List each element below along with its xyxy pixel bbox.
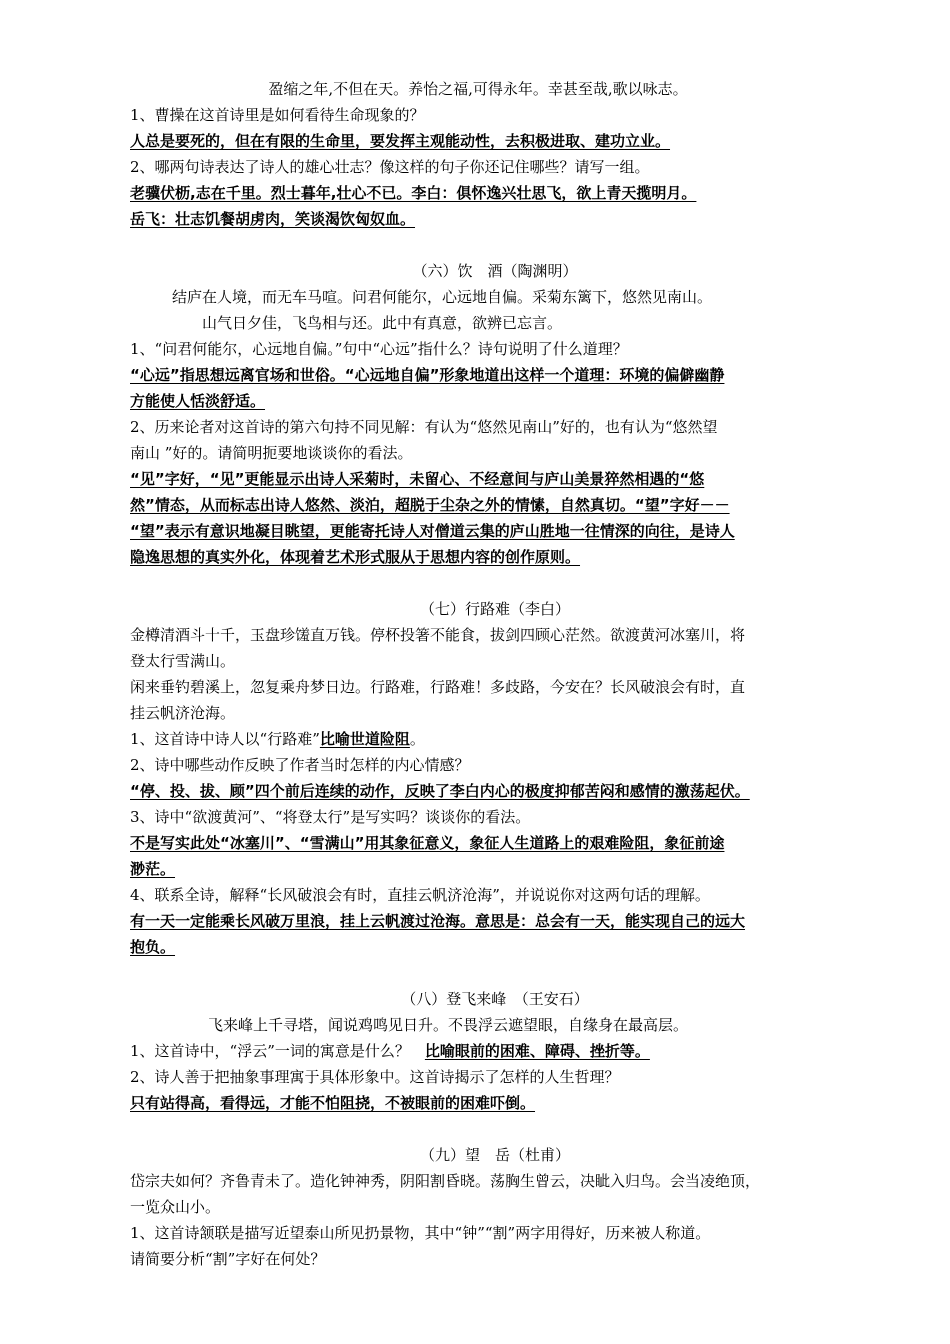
answer-text: 老骥伏枥,志在千里。烈士暮年,壮心不已。李白：俱怀逸兴壮思飞，欲上青天揽明月。	[130, 184, 697, 202]
poem-line: 飞来峰上千寻塔，闻说鸡鸣见日升。不畏浮云遮望眼，自缘身在最高层。	[208, 1016, 689, 1034]
question-text: 2、哪两句诗表达了诗人的雄心壮志？像这样的句子你还记住哪些？请写一组。	[130, 158, 650, 176]
answer-text: 只有站得高，看得远，才能不怕阻挠，不被眼前的困难吓倒。	[130, 1094, 536, 1112]
question-text: 4、联系全诗，解释“长风破浪会有时，直挂云帆济沧海”，并说说你对这两句话的理解。	[130, 886, 710, 904]
section-title: （九）望 岳（杜甫）	[419, 1146, 570, 1164]
section-title: （六）饮 酒（陶渊明）	[412, 262, 578, 280]
answer-text: 不是写实此处“冰塞川”、“雪满山”用其象征意义，象征人生道路上的艰难险阻，象征前途	[130, 834, 725, 852]
answer-text: 比喻世道险阻	[319, 730, 410, 748]
answer-text: 然”情态，从而标志出诗人悠然、淡泊，超脱于尘杂之外的情愫，自然真切。“望”字好－－	[130, 496, 730, 514]
question-prefix: 1、这首诗中，“浮云”一词的寓意是什么？	[130, 1042, 425, 1060]
answer-text: “望”表示有意识地凝目眺望，更能寄托诗人对僧道云集的庐山胜地一往情深的向往，是诗人	[130, 522, 735, 540]
question-text: 南山 ”好的。请简明扼要地谈谈你的看法。	[130, 444, 413, 462]
answer-text: 有一天一定能乘长风破万里浪，挂上云帆渡过沧海。意思是：总会有一天，能实现自己的远大	[130, 912, 746, 930]
poem-line: 岱宗夫如何？齐鲁青未了。造化钟神秀，阴阳割昏晓。荡胸生曾云，决眦入归鸟。会当凌绝顶，	[130, 1172, 761, 1190]
question-text: 3、诗中“欲渡黄河”、“将登太行”是写实吗？谈谈你的看法。	[130, 808, 531, 826]
poem-line: 登太行雪满山。	[130, 652, 236, 670]
document-page	[130, 76, 820, 1272]
answer-text: “停、投、拔、顾”四个前后连续的动作，反映了李白内心的极度抑郁苦闷和感情的激荡起伏。	[130, 782, 750, 800]
question-text	[130, 1038, 820, 1064]
question-text: 1、曹操在这首诗里是如何看待生命现象的？	[130, 106, 425, 124]
answer-text: 渺茫。	[130, 860, 176, 878]
answer-text: 抱负。	[130, 938, 176, 956]
poem-line: 结庐在人境，而无车马喧。问君何能尔，心远地自偏。采菊东篱下，悠然见南山。	[172, 288, 713, 306]
answer-text: “见”字好，“见”更能显示出诗人采菊时，未留心、不经意间与庐山美景猝然相遇的“悠	[130, 470, 705, 488]
poem-line: 金樽清酒斗十千，玉盘珍馐直万钱。停杯投箸不能食，拔剑四顾心茫然。欲渡黄河冰塞川，将	[130, 626, 746, 644]
poem-line: 山气日夕佳，飞鸟相与还。此中有真意，欲辨已忘言。	[202, 314, 563, 332]
question-prefix: 1、这首诗中诗人以“行路难”	[130, 730, 320, 748]
answer-text: 比喻眼前的困难、障碍、挫折等。	[424, 1042, 650, 1060]
question-text: 1、“问君何能尔，心远地自偏。”句中“心远”指什么？诗句说明了什么道理？	[130, 340, 628, 358]
question-text: 2、诗中哪些动作反映了作者当时怎样的内心情感？	[130, 756, 470, 774]
section-title: （七）行路难（李白）	[419, 600, 570, 618]
question-text	[130, 726, 820, 752]
section-title: （八）登飞来峰 （王安石）	[401, 990, 589, 1008]
poem-line: 挂云帆济沧海。	[130, 704, 236, 722]
question-text: 1、这首诗颔联是描写近望泰山所见扔景物，其中“钟”“割”两字用得好，历来被人称道。	[130, 1224, 711, 1242]
poem-line: 盈缩之年,不但在天。养怡之福,可得永年。幸甚至哉,歌以咏志。	[268, 80, 688, 98]
answer-text: “心远”指思想远离官场和世俗。“心远地自偏”形象地道出这样一个道理：环境的偏僻幽静	[130, 366, 725, 384]
question-text: 请简要分析“割”字好在何处？	[130, 1250, 326, 1268]
question-text: 2、历来论者对这首诗的第六句持不同见解：有认为“悠然见南山”好的，也有认为“悠然望	[130, 418, 718, 436]
poem-line: 闲来垂钓碧溪上，忽复乘舟梦日边。行路难，行路难！多歧路，今安在？长风破浪会有时，直	[130, 678, 746, 696]
answer-text: 隐逸思想的真实外化，体现着艺术形式服从于思想内容的创作原则。	[130, 548, 581, 566]
question-text: 2、诗人善于把抽象事理寓于具体形象中。这首诗揭示了怎样的人生哲理？	[130, 1068, 620, 1086]
poem-line: 一览众山小。	[130, 1198, 221, 1216]
answer-text: 方能使人恬淡舒适。	[130, 392, 266, 410]
question-suffix: 。	[409, 730, 425, 748]
answer-text: 岳飞：壮志饥餐胡虏肉，笑谈渴饮匈奴血。	[130, 210, 416, 228]
answer-text: 人总是要死的，但在有限的生命里，要发挥主观能动性，去积极进取、建功立业。	[130, 132, 671, 150]
